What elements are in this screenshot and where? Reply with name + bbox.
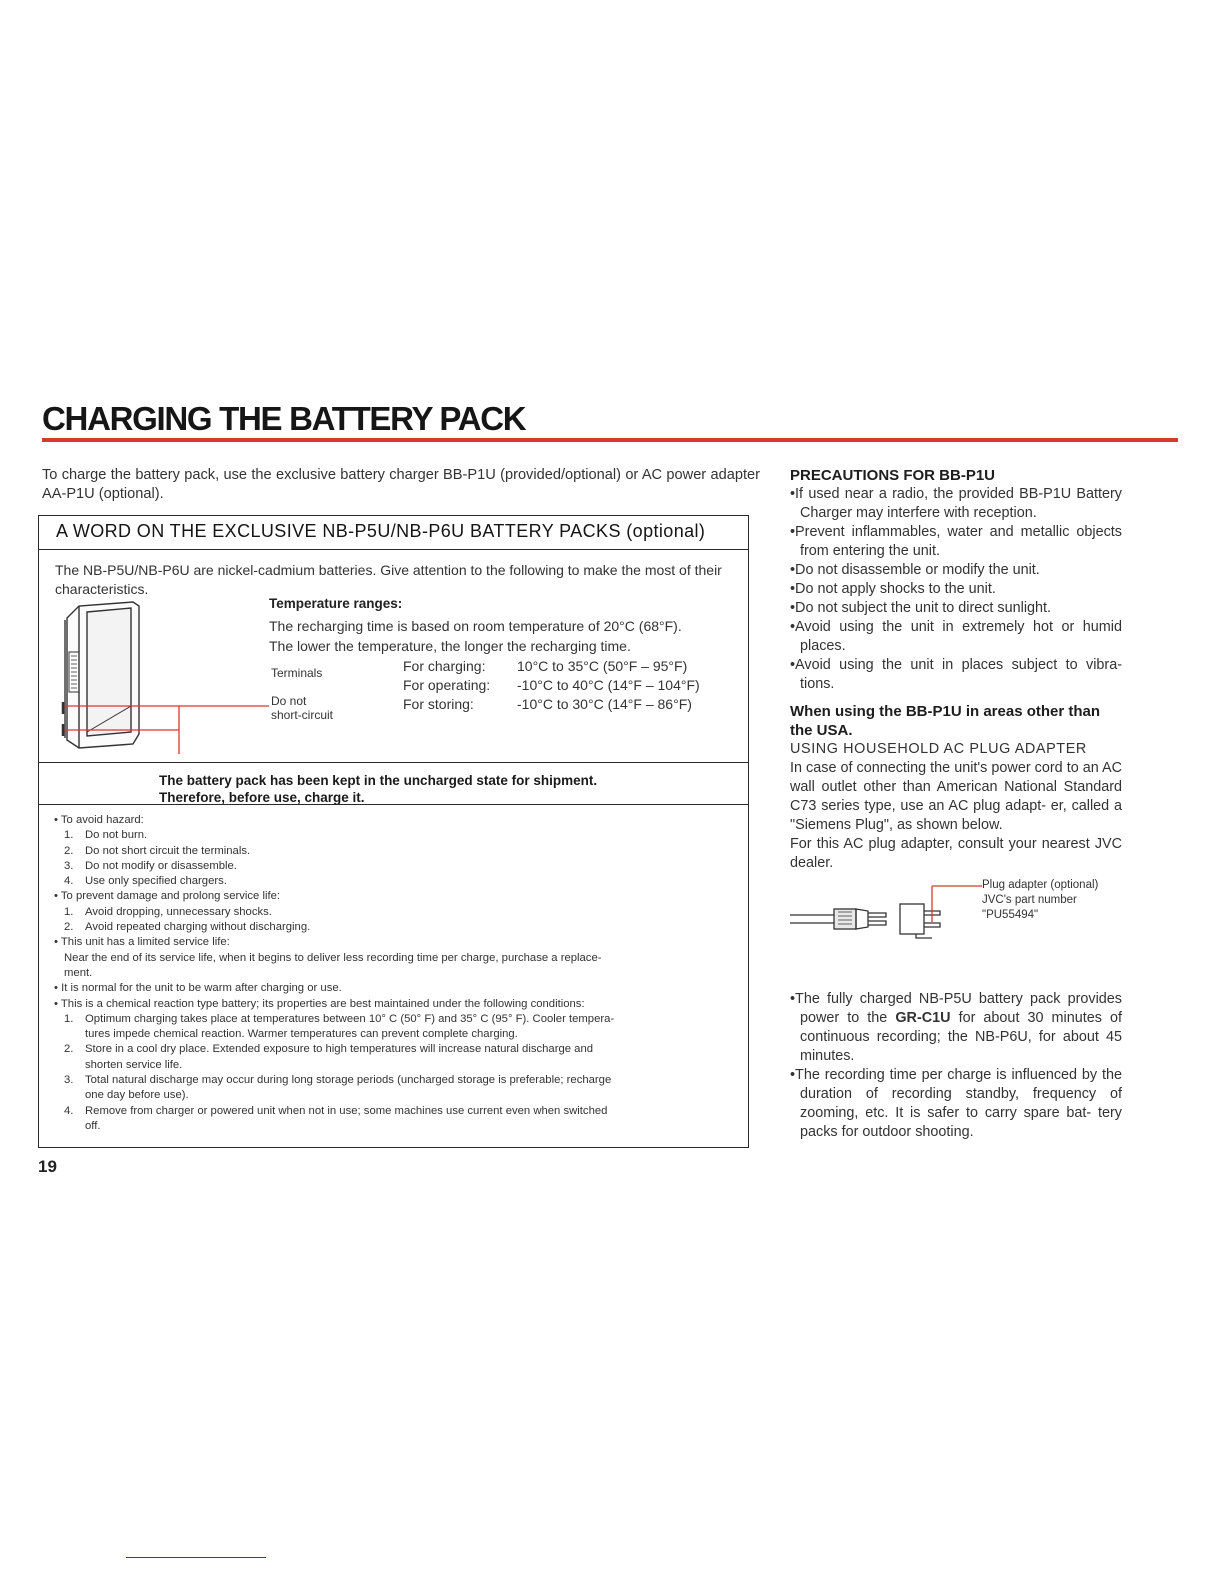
bottom-mark	[126, 1557, 266, 1558]
divider	[39, 762, 748, 763]
adapter-heading: USING HOUSEHOLD AC PLUG ADAPTER	[790, 741, 1087, 757]
right-column-notes	[790, 990, 1122, 1142]
precaution-item: • Do not apply shocks to the unit.	[790, 580, 1122, 599]
note-item-cont: tures impede chemical reaction. Warmer temperatures can prevent complete charging.	[85, 1028, 518, 1041]
charge-note: • The fully charged NB-P5U battery pack provides power to the GR-C1U for about 30 minutes of continuous recording; the NB-P6U, for about 45 minutes.	[790, 990, 1122, 1066]
usa-heading: When using the BB-P1U in areas other than the USA.	[790, 703, 1101, 739]
intro-paragraph: To charge the battery pack, use the exclusive battery charger BB-P1U (provided/optional) or AC power adapter AA-P1U (optional).	[42, 467, 760, 502]
temp-row-value: -10°C to 30°C (14°F – 86°F)	[517, 696, 692, 712]
note-item: 2. Do not short circuit the terminals.	[64, 844, 251, 857]
model-name: GR-C1U	[895, 1010, 951, 1026]
note-item: 4. Remove from charger or powered unit when not in use; some machines use current even when switched	[64, 1104, 608, 1117]
precaution-item: • Do not subject the unit to direct sunlight.	[790, 599, 1122, 618]
adapter-text-2: For this AC plug adapter, consult your nearest JVC dealer.	[790, 836, 1122, 871]
right-column	[790, 466, 1122, 873]
note-text: Near the end of its service life, when it begins to deliver less recording time per charge, purchase a replace-	[64, 951, 602, 964]
title-rule	[42, 438, 1178, 442]
note-item: 2. Avoid repeated charging without discharging.	[64, 921, 311, 934]
temperature-line-2: The lower the temperature, the longer the recharging time.	[269, 638, 631, 654]
precaution-item: • Avoid using the unit in places subject to vibra- tions.	[790, 656, 1122, 694]
note-item: 3. Total natural discharge may occur during long storage periods (uncharged storage is preferable; recharge	[64, 1074, 612, 1087]
note-item-cont: off.	[85, 1119, 101, 1132]
box-title: A WORD ON THE EXCLUSIVE NB-P5U/NB-P6U BATTERY PACKS (optional)	[56, 521, 706, 541]
temp-row-label: For charging:	[403, 658, 486, 674]
short-circuit-label: short-circuit	[271, 708, 334, 722]
temperature-line-1: The recharging time is based on room temperature of 20°C (68°F).	[269, 618, 682, 634]
adapter-text: In case of connecting the unit's power cord to an AC wall outlet other than American National Standard C73 series type, use an AC plug adapt- er, called a "Siemens Plug", as shown below.	[790, 760, 1122, 833]
note-item: 2. Store in a cool dry place. Extended exposure to high temperatures will increase natural discharge and	[64, 1043, 594, 1056]
temperature-heading: Temperature ranges:	[269, 596, 403, 611]
temp-row-label: For storing:	[403, 696, 474, 712]
page-number: 19	[38, 1157, 57, 1176]
plug-label-1: Plug adapter (optional)	[982, 879, 1099, 891]
precaution-item: • If used near a radio, the provided BB-P1U Battery Charger may interfere with reception.	[790, 485, 1122, 523]
note-item-cont: one day before use).	[85, 1089, 189, 1102]
note-bullet: • To prevent damage and prolong service life:	[54, 889, 734, 904]
note-item-cont: shorten service life.	[85, 1058, 183, 1071]
plug-adapter-illustration	[790, 878, 990, 943]
note-text: ment.	[64, 966, 93, 979]
battery-pack-illustration	[57, 594, 297, 754]
temp-row-label: For operating:	[403, 677, 491, 693]
precaution-item: • Do not disassemble or modify the unit.	[790, 561, 1122, 580]
temp-row-value: 10°C to 35°C (50°F – 95°F)	[517, 658, 688, 674]
shipment-notice	[159, 772, 597, 806]
terminals-label: Terminals	[271, 666, 323, 680]
precaution-item: • Prevent inflammables, water and metallic objects from entering the unit.	[790, 523, 1122, 561]
battery-notes	[54, 813, 734, 1134]
precautions-heading: PRECAUTIONS FOR BB-P1U	[790, 467, 996, 484]
page-title: CHARGING THE BATTERY PACK	[42, 400, 526, 437]
note-item: 1. Optimum charging takes place at temperatures between 10° C (50° F) and 35° C (95° F). Cooler tempera-	[64, 1012, 615, 1025]
note-bullet: • To avoid hazard:	[54, 813, 734, 828]
battery-info-box	[38, 515, 749, 1148]
shipment-line-1: The battery pack has been kept in the uncharged state for shipment.	[159, 773, 598, 788]
note-item: 1. Do not burn.	[64, 829, 148, 842]
note-item: 1. Avoid dropping, unnecessary shocks.	[64, 905, 272, 918]
temp-row-value: -10°C to 40°C (14°F – 104°F)	[517, 677, 700, 693]
shipment-line-2: Therefore, before use, charge it.	[159, 790, 365, 805]
note-item: 4. Use only specified chargers.	[64, 875, 227, 888]
do-not-label: Do not	[271, 694, 307, 708]
plug-label-2: JVC's part number	[982, 894, 1077, 906]
box-header	[39, 516, 748, 550]
note-item: 3. Do not modify or disassemble.	[64, 859, 237, 872]
note-bullet: • It is normal for the unit to be warm after charging or use.	[54, 981, 734, 996]
recording-note: • The recording time per charge is influenced by the duration of recording standby, frequency of zooming, etc. It is safer to carry spare bat- tery packs for outdoor shooting.	[790, 1066, 1122, 1142]
note-bullet: • This unit has a limited service life:	[54, 935, 734, 950]
plug-label-3: "PU55494"	[982, 909, 1039, 921]
precaution-item: • Avoid using the unit in extremely hot or humid places.	[790, 618, 1122, 656]
divider	[39, 804, 748, 805]
box-intro: The NB-P5U/NB-P6U are nickel-cadmium batteries. Give attention to the following to make the most of their characteristics.	[55, 562, 722, 597]
note-bullet: • This is a chemical reaction type battery; its properties are best maintained under the following conditions:	[54, 997, 734, 1012]
